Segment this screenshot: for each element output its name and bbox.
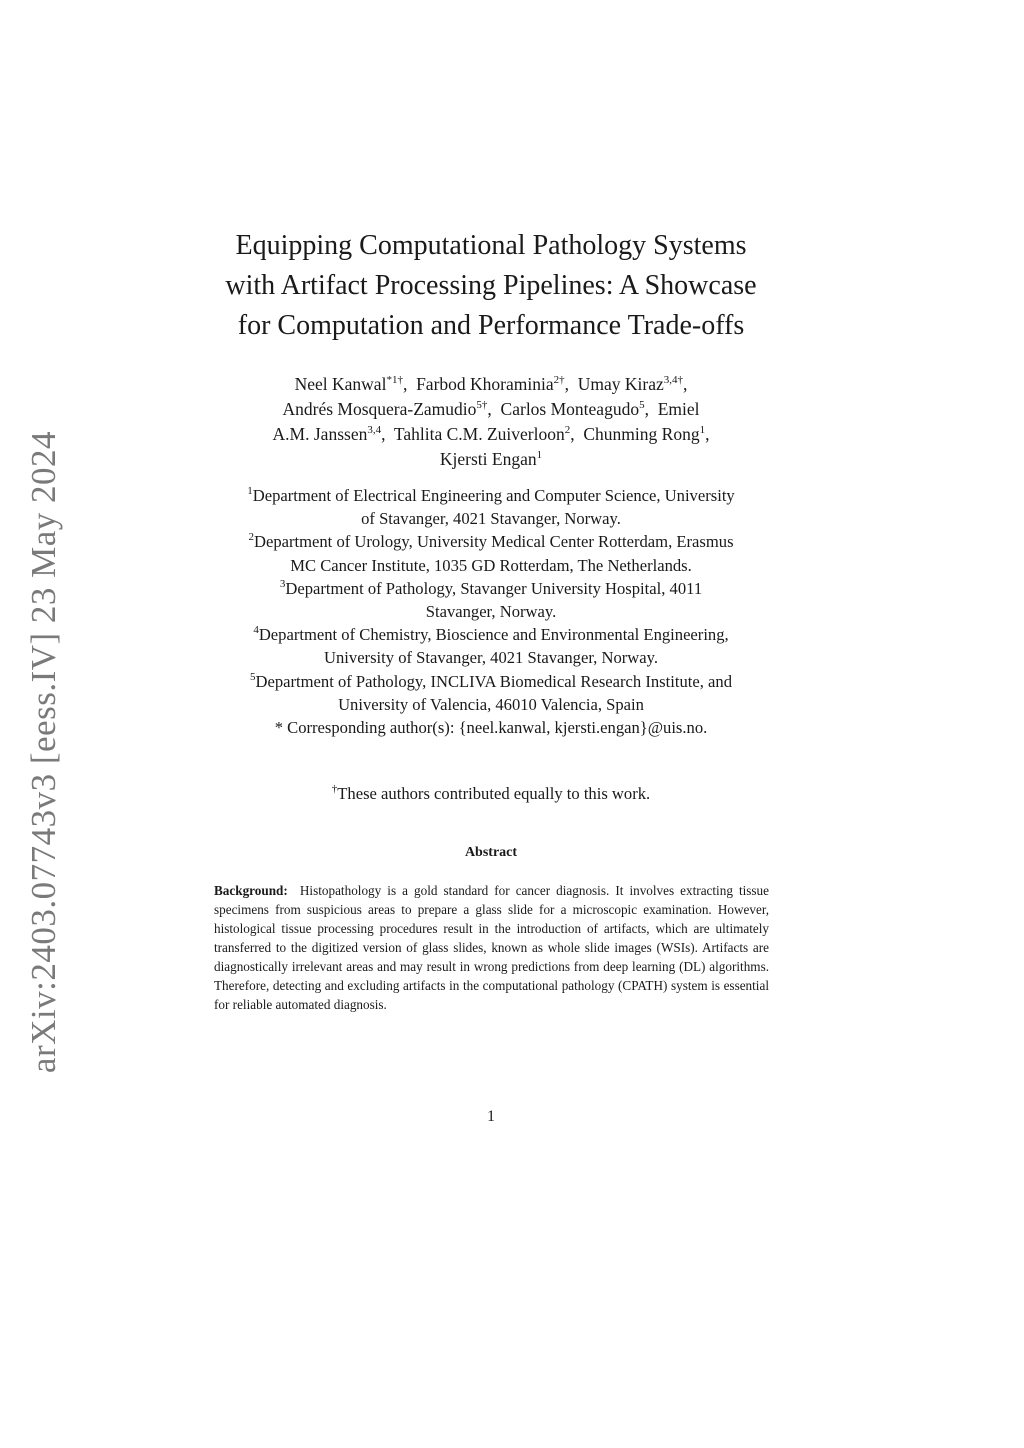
affiliation-text: Stavanger, Norway. <box>425 602 557 622</box>
title-line: with Artifact Processing Pipelines: A Showcase <box>225 270 757 301</box>
equal-contribution-note <box>170 782 812 805</box>
affiliation-line <box>170 507 812 530</box>
arxiv-identifier-stamp: arXiv:2403.07743v3 [eess.IV] 23 May 2024 <box>24 430 63 1074</box>
affiliation-line <box>170 693 812 716</box>
author-line <box>180 447 802 472</box>
affiliation-line <box>170 600 812 623</box>
author-line: A.M. Janssen$^{3,4}$, Tahlita C.M. Zuiverloon$^2$, Chunming Rong$^1$, <box>272 424 710 444</box>
abstract-heading: Abstract <box>464 845 518 860</box>
title-line: for Computation and Performance Trade-offs <box>237 310 745 341</box>
affiliation-list <box>170 484 812 739</box>
author-affiliation-mark: 3,4† <box>663 374 684 386</box>
affiliation-text: Department of Chemistry, Bioscience and Environmental Engineering, <box>258 625 729 645</box>
author-affiliation-mark: 5 <box>639 399 645 411</box>
author-name: Farbod Khoraminia <box>416 374 554 394</box>
author-line: Neel Kanwal$^{*1\dagger}$, Farbod Khoraminia$^{2\dagger}$, Umay Kiraz$^{3,4\dagger}$, <box>294 374 688 394</box>
affiliation-number: 4 <box>253 624 259 637</box>
abstract-section-label: Background: <box>214 883 288 899</box>
author-affiliation-mark: 2† <box>553 374 565 386</box>
author-name: Chunming Rong <box>583 424 700 444</box>
author-affiliation-mark: 1 <box>699 424 706 436</box>
author-affiliation-mark: 3,4 <box>367 424 382 436</box>
affiliation-text: Department of Urology, University Medical Center Rotterdam, Erasmus <box>253 532 734 552</box>
page-number: 1 <box>487 1108 495 1125</box>
affiliation-number: 3 <box>279 577 286 590</box>
author-list <box>180 372 802 472</box>
author-line: Andrés Mosquera-Zamudio$^{5\dagger}$, Carlos Monteagudo$^5$, Emiel <box>282 399 700 419</box>
author-name: Emiel <box>657 399 700 419</box>
author-affiliation-mark: 5† <box>476 399 488 411</box>
author-affiliation-mark: *1† <box>386 374 403 386</box>
affiliation-text: MC Cancer Institute, 1035 GD Rotterdam, The Netherlands. <box>290 555 692 575</box>
affiliation-text: of Stavanger, 4021 Stavanger, Norway. <box>361 509 621 529</box>
dagger-mark: † <box>331 783 338 795</box>
abstract-text: Histopathology is a gold standard for cancer diagnosis. It involves extracting tissue specimens from suspicious areas to prepare a glass slide for a microscopic examination. However, histological tissue processing procedures result in the introduction of artifacts, which are ultimately transferred to the digitized version of glass slides, known as whole slide images (WSIs). Artifacts are diagnostically irrelevant areas and may result in wrong predictions from deep learning (DL) algorithms. Therefore, detecting and excluding artifacts in the computational pathology (CPATH) system is essential for reliable automated diagnosis. <box>214 883 770 1013</box>
author-name: Carlos Monteagudo <box>500 399 640 419</box>
affiliation-line <box>170 554 812 577</box>
affiliation-line <box>170 484 812 507</box>
author-affiliation-mark: 1 <box>536 449 543 461</box>
affiliation-text: Department of Pathology, INCLIVA Biomedical Research Institute, and <box>255 671 732 691</box>
affiliation-line <box>170 670 812 693</box>
author-name: Andrés Mosquera-Zamudio <box>282 399 477 419</box>
abstract-body <box>214 881 769 1014</box>
affiliation-text: University of Stavanger, 4021 Stavanger, Norway. <box>324 648 658 668</box>
title-line: Equipping Computational Pathology Systems <box>235 230 747 261</box>
author-name: Neel Kanwal <box>294 374 387 394</box>
affiliation-line <box>170 577 812 600</box>
affiliation-text: Department of Electrical Engineering and Computer Science, University <box>252 486 735 505</box>
equal-contribution-text: These authors contributed equally to this work. <box>337 784 651 803</box>
author-name: Umay Kiraz <box>577 374 664 394</box>
author-affiliation-mark: 2 <box>564 424 571 436</box>
author-name: A.M. Janssen <box>272 424 368 444</box>
paper-title <box>150 226 832 346</box>
affiliation-line <box>170 530 812 553</box>
affiliation-number: 1 <box>247 485 253 497</box>
affiliation-line <box>170 623 812 646</box>
affiliation-number: 2 <box>248 531 254 544</box>
affiliation-text: Department of Pathology, Stavanger University Hospital, 4011 <box>285 578 703 598</box>
affiliation-text: University of Valencia, 46010 Valencia, Spain <box>338 694 644 714</box>
affiliation-line <box>170 646 812 669</box>
author-name: Kjersti Engan <box>439 449 537 469</box>
corresponding-author-line: * Corresponding author(s): {neel.kanwal, kjersti.engan}@uis.no. <box>274 718 708 738</box>
author-name: Tahlita C.M. Zuiverloon <box>393 424 565 444</box>
affiliation-number: 5 <box>249 670 256 683</box>
